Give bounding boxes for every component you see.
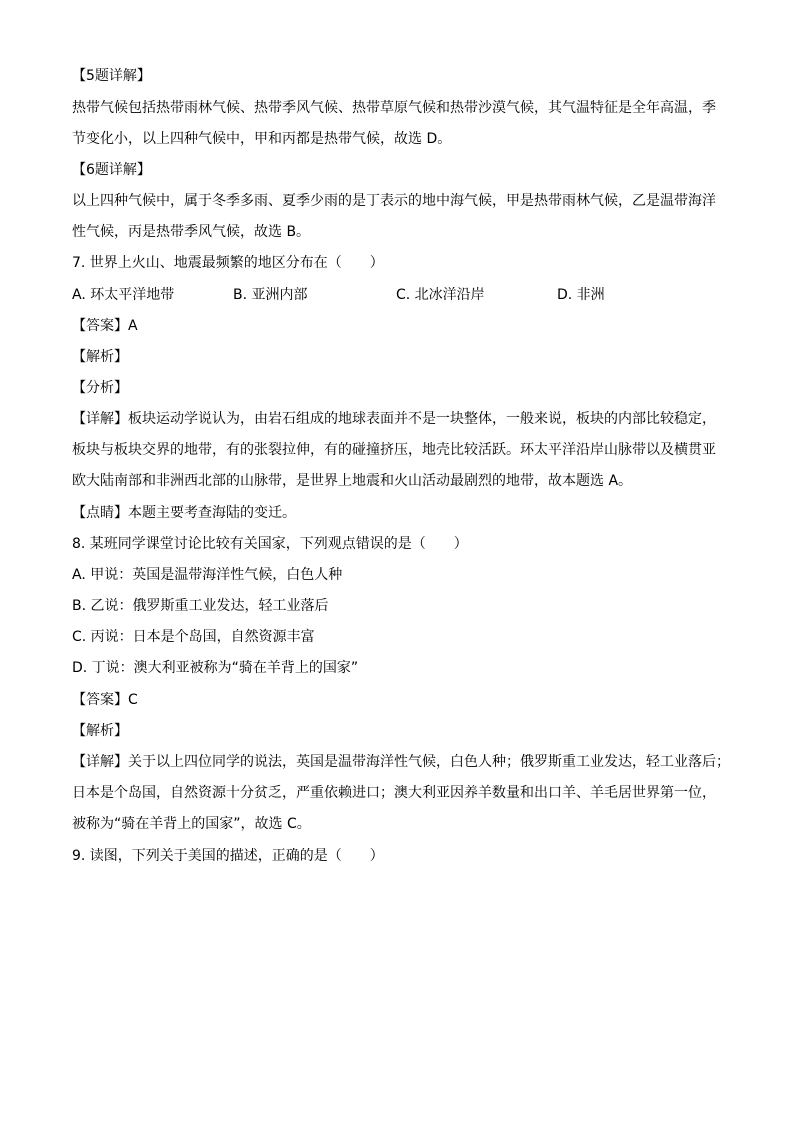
q8-stem: 8. 某班同学课堂讨论比较有关国家，下列观点错误的是（ ） — [72, 536, 468, 552]
q6-heading: 【6题详解】 — [72, 162, 151, 178]
q7-detail-line-3: 欧大陆南部和非洲西北部的山脉带，是世界上地震和火山活动最剧烈的地带，故本题选 A。 — [72, 473, 633, 489]
q8-detail-line-3: 被称为“骑在羊背上的国家”，故选 C。 — [72, 816, 311, 832]
q7-analysis-heading: 【解析】 — [72, 349, 128, 365]
q6-detail-line-1: 以上四种气候中，属于冬季多雨、夏季少雨的是丁表示的地中海气候，甲是热带雨林气候，乙是温带海洋 — [72, 193, 716, 209]
q8-option-b: B. 乙说：俄罗斯重工业发达，轻工业落后 — [72, 598, 329, 614]
q5-detail-line-1: 热带气候包括热带雨林气候、热带季风气候、热带草原气候和热带沙漠气候，其气温特征是全年高温，季 — [72, 100, 716, 116]
q5-detail-line-2: 节变化小，以上四种气候中，甲和丙都是热带气候，故选 D。 — [72, 131, 452, 147]
q8-detail-line-2: 日本是个岛国，自然资源十分贫乏，严重依赖进口；澳大利亚因养羊数量和出口羊、羊毛居世界第一位， — [72, 785, 716, 801]
q8-option-c: C. 丙说：日本是个岛国，自然资源丰富 — [72, 629, 315, 645]
q7-fenxi-heading: 【分析】 — [72, 380, 128, 396]
q8-answer: 【答案】C — [72, 692, 138, 708]
q7-option-c: C. 北冰洋沿岸 — [396, 287, 485, 303]
q7-answer: 【答案】A — [72, 318, 138, 334]
q7-dianjing: 【点睛】本题主要考查海陆的变迁。 — [72, 505, 296, 521]
q7-option-d: D. 非洲 — [557, 287, 605, 303]
q7-detail-line-1: 【详解】板块运动学说认为，由岩石组成的地球表面并不是一块整体，一般来说，板块的内部比较稳定， — [72, 411, 716, 427]
q7-detail-line-2: 板块与板块交界的地带，有的张裂拉伸，有的碰撞挤压，地壳比较活跃。环太平洋沿岸山脉带以及横贯亚 — [72, 442, 716, 458]
q7-option-a: A. 环太平洋地带 — [72, 287, 175, 303]
q8-analysis-heading: 【解析】 — [72, 723, 128, 739]
q5-heading: 【5题详解】 — [72, 68, 151, 84]
q6-detail-line-2: 性气候，丙是热带季风气候，故选 B。 — [72, 224, 311, 240]
q8-detail-line-1: 【详解】关于以上四位同学的说法，英国是温带海洋性气候，白色人种；俄罗斯重工业发达，轻工业落后； — [72, 754, 730, 770]
q9-stem: 9. 读图，下列关于美国的描述，正确的是（ ） — [72, 848, 384, 864]
q8-option-a: A. 甲说：英国是温带海洋性气候，白色人种 — [72, 567, 343, 583]
q8-option-d: D. 丁说：澳大利亚被称为“骑在羊背上的国家” — [72, 660, 359, 676]
q7-stem: 7. 世界上火山、地震最频繁的地区分布在（ ） — [72, 255, 384, 271]
q7-option-b: B. 亚洲内部 — [233, 287, 308, 303]
